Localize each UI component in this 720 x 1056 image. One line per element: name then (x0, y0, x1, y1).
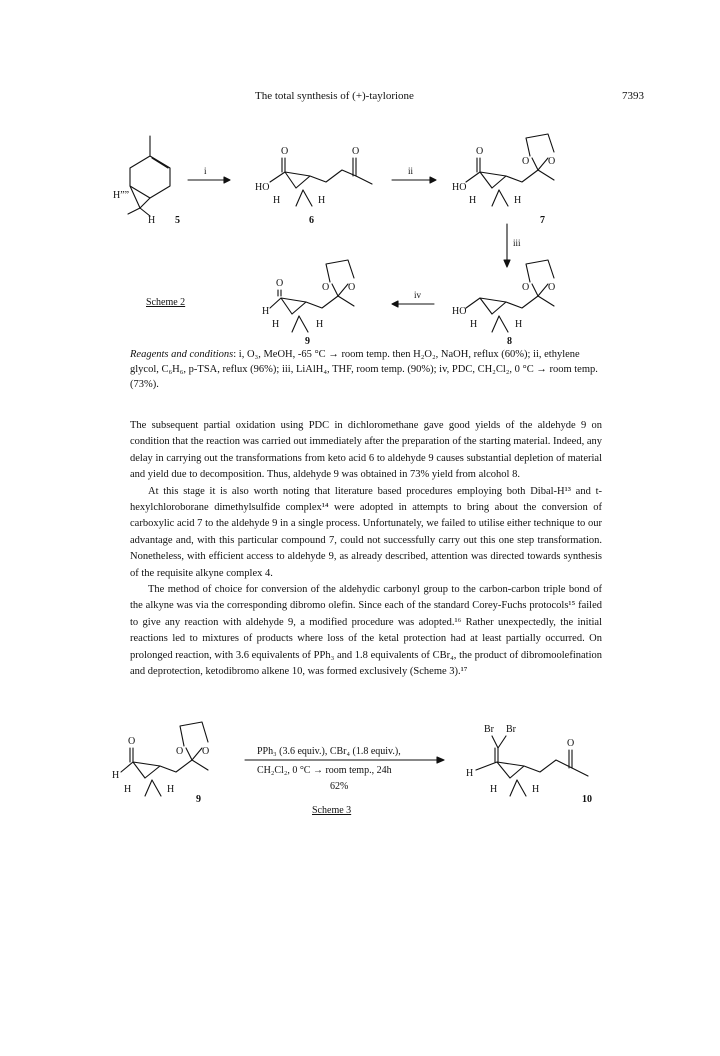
atom-h: H (273, 195, 281, 206)
compound-number-7: 7 (540, 215, 545, 226)
atom-h: H (112, 770, 120, 781)
atom-h: H (316, 319, 324, 330)
reagents-line-2: CH₂Cl₂, 0 °C → room temp., 24h (257, 765, 392, 776)
scheme-3-label: Scheme 3 (312, 805, 352, 816)
compound-7-structure (452, 134, 555, 226)
atom-o: O (567, 738, 575, 749)
atom-h: H (272, 319, 280, 330)
body-text (130, 418, 602, 681)
atom-ho: HO (452, 182, 467, 193)
scheme-2-figure (0, 120, 720, 345)
compound-9-structure (112, 722, 209, 805)
atom-o: O (281, 146, 289, 157)
conditions-lead: Reagents and conditions (130, 349, 234, 360)
reaction-yield: 62% (330, 781, 349, 792)
paragraph: The method of choice for conversion of the aldehydic carbonyl group to the carbon-carbon triple bond of the alkyne was via the corresponding dibromo olefin. Since each of the standard Corey-Fuchs protocols¹⁵ failed to give any reaction with aldehyde 9, a modified procedure was adopted.¹⁶ Rather unexpectedly, the initial reactions led to mixtures of products where loss of the ketal protection had at least partially occurred. On prolonged reaction, with 3.6 equivalents of PPh₃ and 1.8 equivalents of CBr₄, the product of dibromoolefination and deprotection, ketodibromo alkene 10, was formed exclusively (Scheme 3).¹⁷ (130, 584, 602, 678)
atom-h: H (532, 784, 540, 795)
atom-ho: HO (452, 306, 467, 317)
compound-6-structure (255, 146, 372, 226)
compound-number-6: 6 (309, 215, 314, 226)
arrow-label: iv (414, 290, 422, 300)
atom-h: H (262, 306, 270, 317)
atom-o: O (522, 282, 530, 293)
compound-number-9: 9 (196, 794, 201, 805)
reagents-line-1: PPh₃ (3.6 equiv.), CBr₄ (1.8 equiv.), (257, 746, 401, 757)
page-number: 7393 (622, 90, 644, 102)
paragraph: At this stage it is also worth noting that literature based procedures employing both Dibal-H¹³ and t-hexylchloroborane dimethylsulfide complex¹⁴ were adopted in attempts to bring about the conversion of carboxylic acid 7 to the aldehyde 9 in a single process. Unfortunately, we failed to utilise either technique to our advantage and, with this particular compound 7, could not successfully carry out this one step transformation. Nonetheless, with efficient access to aldehyde 9, as already described, attention was directed towards synthesis of the requisite alkyne complex 4. (130, 485, 602, 579)
compound-9-structure (262, 260, 355, 345)
atom-br: Br (484, 724, 494, 735)
arrow-label: ii (408, 166, 414, 176)
compound-number-10: 10 (582, 794, 592, 805)
conditions-text: : i, O₃, MeOH, -65 °C → room temp. then H₂O₂, NaOH, reflux (60%); ii, ethylene glycol, C₆H₆, p-TSA, reflux (96%); iii, LiAlH₄, THF, room temp. (90%); iv, PDC, CH₂Cl₂, 0 °C → room temp. (73%). (130, 349, 598, 390)
atom-h: H (124, 784, 132, 795)
atom-o: O (548, 282, 556, 293)
atom-h-hash: Hˮˮ (113, 190, 130, 201)
atom-h: H (466, 768, 474, 779)
atom-o: O (352, 146, 360, 157)
reagents-and-conditions (130, 347, 600, 392)
reaction-arrow (245, 746, 444, 816)
compound-10-structure (466, 724, 592, 805)
atom-o: O (176, 746, 184, 757)
atom-h: H (167, 784, 175, 795)
compound-5-structure (113, 136, 180, 226)
scheme-2-label: Scheme 2 (146, 297, 186, 308)
compound-number-9: 9 (305, 336, 310, 345)
atom-o: O (522, 156, 530, 167)
scheme-3-figure (0, 718, 720, 828)
arrow-ii (392, 166, 436, 183)
arrow-iv (392, 290, 434, 307)
compound-number-8: 8 (507, 336, 512, 345)
atom-h: H (469, 195, 477, 206)
atom-ho: HO (255, 182, 270, 193)
atom-o: O (476, 146, 484, 157)
arrow-i (188, 166, 230, 183)
atom-o: O (348, 282, 356, 293)
paragraph: The subsequent partial oxidation using PDC in dichloromethane gave good yields of the aldehyde 9 on condition that the reaction was carried out immediately after the preparation of the starting material. Indeed, any delay in carrying out the transformations from keto acid 6 to aldehyde 9 causes substantial depletion of material and yield due to decomposition. Thus, aldehyde 9 was obtained in 73% yield from alcohol 8. (130, 420, 602, 481)
atom-o: O (276, 278, 284, 289)
atom-o: O (548, 156, 556, 167)
atom-o: O (128, 736, 136, 747)
atom-br: Br (506, 724, 516, 735)
atom-h: H (470, 319, 478, 330)
arrow-label: i (204, 166, 207, 176)
atom-h: H (515, 319, 523, 330)
atom-h: H (148, 215, 156, 226)
atom-h: H (514, 195, 522, 206)
atom-o: O (202, 746, 210, 757)
compound-number-5: 5 (175, 215, 180, 226)
compound-8-structure (452, 260, 555, 345)
arrow-iii (504, 224, 521, 267)
arrow-label: iii (513, 238, 521, 248)
running-title: The total synthesis of (+)-taylorione (255, 90, 414, 102)
atom-h: H (318, 195, 326, 206)
atom-h: H (490, 784, 498, 795)
atom-o: O (322, 282, 330, 293)
